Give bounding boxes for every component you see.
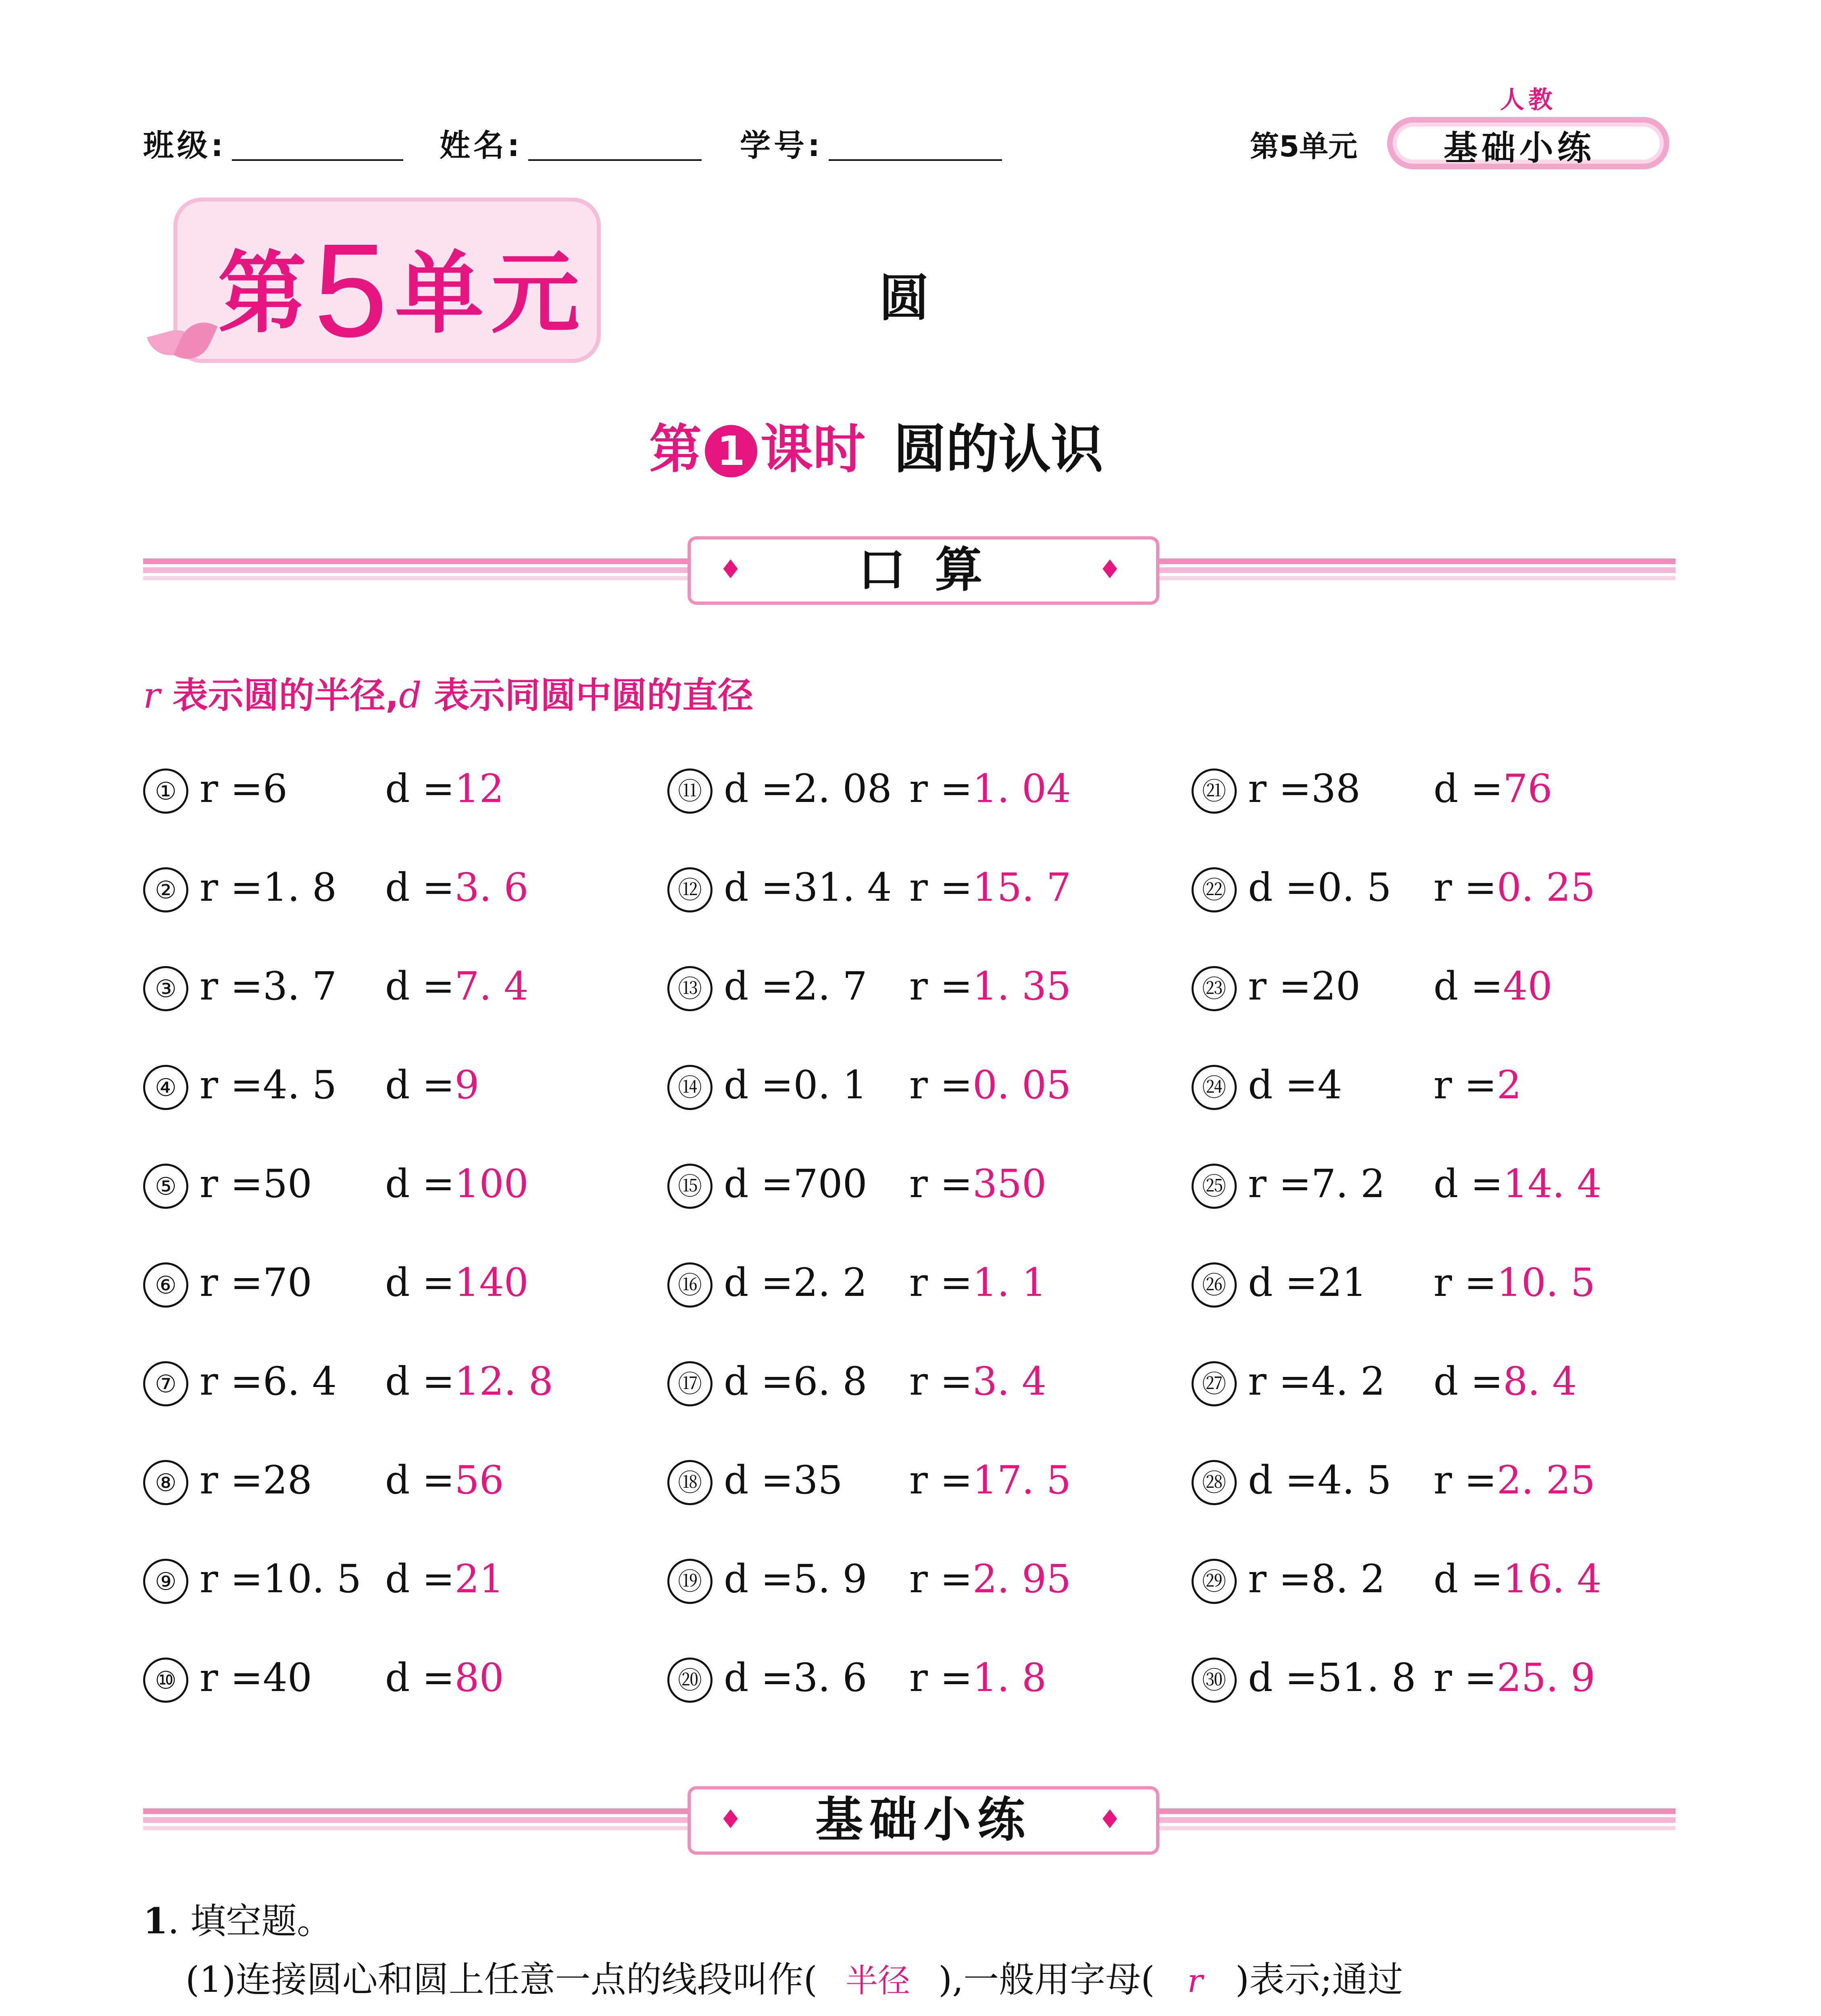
answer-value[interactable]: 12. 8 xyxy=(454,1359,553,1404)
asked-variable: r = xyxy=(909,1359,973,1404)
oral-item xyxy=(1192,1655,1595,1703)
asked-variable: d = xyxy=(385,1161,455,1206)
asked-variable: r = xyxy=(909,1556,973,1602)
diamond-icon: ♦ xyxy=(719,555,749,585)
exercise-heading: 1. 填空题。 xyxy=(143,1900,333,1942)
oral-item xyxy=(143,1161,529,1209)
oral-item xyxy=(143,1458,504,1505)
oral-item xyxy=(1192,766,1552,814)
answer-value[interactable]: 17. 5 xyxy=(972,1458,1071,1503)
name-label: 姓名: xyxy=(440,127,523,163)
given-value: r =4. 2 xyxy=(1248,1359,1386,1404)
student-number-label: 学号: xyxy=(740,127,823,163)
answer-value[interactable]: 40 xyxy=(1503,964,1552,1009)
item-number: ⑩ xyxy=(143,1658,188,1703)
item-number: ㉙ xyxy=(1192,1559,1237,1604)
answer-value[interactable]: 21 xyxy=(454,1556,504,1602)
asked-variable: d = xyxy=(385,1260,455,1305)
item-number: ㉔ xyxy=(1192,1065,1237,1110)
item-number: ㉑ xyxy=(1192,768,1237,814)
answer-value[interactable]: 16. 4 xyxy=(1503,1556,1602,1602)
asked-variable: r = xyxy=(909,1260,973,1305)
item-number: ⑲ xyxy=(667,1559,713,1604)
given-value: d =3. 6 xyxy=(724,1655,867,1700)
class-blank[interactable] xyxy=(232,159,403,161)
oral-item xyxy=(1192,1556,1602,1604)
answer-value[interactable]: 2. 25 xyxy=(1496,1458,1596,1503)
given-value: r =70 xyxy=(200,1260,312,1305)
oral-item xyxy=(1192,964,1552,1011)
asked-variable: d = xyxy=(385,1062,455,1108)
answer-value[interactable]: 0. 05 xyxy=(972,1062,1071,1108)
oral-item xyxy=(1192,865,1595,912)
question-1-line-1: (1)连接圆心和圆上任意一点的线段叫作( 半径 ),一般用字母( r )表示;通过 xyxy=(185,1951,1403,2002)
asked-variable: d = xyxy=(385,1655,455,1700)
class-label: 班级: xyxy=(143,127,227,163)
asked-variable: r = xyxy=(1433,865,1497,910)
oral-item xyxy=(667,1161,1046,1209)
oral-item xyxy=(667,1458,1071,1505)
item-number: ⑳ xyxy=(667,1658,713,1703)
item-number: ⑧ xyxy=(143,1460,188,1505)
oral-item xyxy=(1192,1062,1521,1110)
oral-item xyxy=(667,964,1071,1011)
given-value: r =6. 4 xyxy=(200,1359,337,1404)
given-value: d =2. 7 xyxy=(724,964,867,1009)
oral-item xyxy=(667,1359,1046,1406)
item-number: ㉕ xyxy=(1192,1164,1237,1209)
asked-variable: r = xyxy=(909,1458,973,1503)
asked-variable: r = xyxy=(909,1655,973,1700)
answer-value[interactable]: 8. 4 xyxy=(1503,1359,1577,1404)
item-number: ⑮ xyxy=(667,1164,713,1209)
answer-value[interactable]: 56 xyxy=(454,1458,504,1503)
item-number: ⑱ xyxy=(667,1460,713,1505)
oral-item xyxy=(1192,1161,1602,1209)
given-value: d =31. 4 xyxy=(724,865,892,910)
diamond-icon: ♦ xyxy=(1098,555,1128,585)
oral-item xyxy=(667,865,1071,912)
asked-variable: d = xyxy=(385,964,455,1009)
given-value: r =3. 7 xyxy=(200,964,337,1009)
oral-item xyxy=(1192,1260,1595,1308)
asked-variable: r = xyxy=(909,1062,973,1108)
answer-value[interactable]: 9 xyxy=(454,1062,479,1108)
answer-value[interactable]: 100 xyxy=(454,1161,529,1206)
asked-variable: r = xyxy=(909,865,973,910)
item-number: ② xyxy=(143,867,188,912)
item-number: ⑥ xyxy=(143,1262,188,1308)
given-value: d =2. 08 xyxy=(724,766,892,811)
asked-variable: d = xyxy=(385,865,455,910)
asked-variable: d = xyxy=(385,1359,455,1404)
brand-publisher: 人教 xyxy=(1500,86,1556,114)
answer-blank: 半径 xyxy=(846,1962,910,1999)
given-value: d =0. 5 xyxy=(1248,865,1392,910)
asked-variable: d = xyxy=(1433,766,1503,811)
given-value: d =35 xyxy=(724,1458,843,1503)
item-number: ⑨ xyxy=(143,1559,188,1604)
given-value: r =8. 2 xyxy=(1248,1556,1386,1602)
item-number: ㉖ xyxy=(1192,1262,1237,1308)
answer-value[interactable]: 1. 8 xyxy=(972,1655,1047,1700)
oral-item xyxy=(143,1359,553,1406)
chapter-title: 圆 xyxy=(879,269,929,327)
item-number: ⑤ xyxy=(143,1164,188,1209)
asked-variable: d = xyxy=(385,766,455,811)
name-blank[interactable] xyxy=(528,159,702,161)
answer-value[interactable]: 3. 4 xyxy=(972,1359,1047,1404)
item-number: ⑫ xyxy=(667,867,713,912)
given-value: r =40 xyxy=(200,1655,312,1700)
unit-banner-text: 第5单元 xyxy=(218,216,587,364)
asked-variable: r = xyxy=(1433,1655,1497,1700)
asked-variable: d = xyxy=(1433,1359,1503,1404)
given-value: r =28 xyxy=(200,1458,312,1503)
asked-variable: r = xyxy=(909,1161,973,1206)
answer-value[interactable]: 25. 9 xyxy=(1496,1655,1596,1700)
given-value: d =700 xyxy=(724,1161,867,1206)
answer-value[interactable]: 1. 35 xyxy=(972,964,1071,1009)
answer-value[interactable]: 15. 7 xyxy=(972,865,1071,910)
item-number: ㉗ xyxy=(1192,1361,1237,1406)
oral-item xyxy=(143,1260,529,1308)
item-number: ⑬ xyxy=(667,966,713,1011)
asked-variable: d = xyxy=(1433,1161,1503,1206)
asked-variable: d = xyxy=(385,1556,455,1602)
given-value: d =0. 1 xyxy=(724,1062,867,1108)
oral-item xyxy=(667,766,1071,814)
answer-value[interactable]: 7. 4 xyxy=(454,964,529,1009)
lesson-title: 第 1 课时 圆的认识 xyxy=(649,419,1104,480)
oral-item xyxy=(143,865,529,912)
answer-value[interactable]: 2. 95 xyxy=(972,1556,1071,1602)
oral-item xyxy=(143,1062,479,1110)
item-number: ⑰ xyxy=(667,1361,713,1406)
given-value: d =2. 2 xyxy=(724,1260,867,1305)
given-value: d =4. 5 xyxy=(1248,1458,1392,1503)
diamond-icon: ♦ xyxy=(719,1805,749,1835)
asked-variable: r = xyxy=(909,964,973,1009)
asked-variable: r = xyxy=(1433,1260,1497,1305)
item-number: ⑦ xyxy=(143,1361,188,1406)
answer-value[interactable]: 350 xyxy=(972,1161,1047,1206)
oral-item xyxy=(143,766,504,814)
lesson-number-badge: 1 xyxy=(705,425,757,477)
oral-item xyxy=(143,964,529,1011)
given-value: r =50 xyxy=(200,1161,312,1206)
given-value: r =6 xyxy=(200,766,288,811)
question-1-line-2 xyxy=(244,2010,1328,2016)
asked-variable: r = xyxy=(1433,1062,1497,1108)
given-value: r =4. 5 xyxy=(200,1062,337,1108)
answer-blank: r xyxy=(1187,1962,1203,1999)
answer-value[interactable]: 1. 04 xyxy=(972,766,1071,811)
given-value: r =38 xyxy=(1248,766,1361,811)
item-number: ㉘ xyxy=(1192,1460,1237,1505)
asked-variable: d = xyxy=(385,1458,455,1503)
header-unit-label: 第5单元 xyxy=(1250,129,1358,163)
item-number: ㉒ xyxy=(1192,867,1237,912)
answer-value[interactable]: 12 xyxy=(454,766,504,811)
item-number: ⑪ xyxy=(667,768,713,814)
answer-value[interactable]: 2 xyxy=(1496,1062,1521,1108)
given-value: d =4 xyxy=(1248,1062,1342,1108)
given-value: d =21 xyxy=(1248,1260,1367,1305)
oral-item xyxy=(667,1655,1046,1703)
given-value: r =20 xyxy=(1248,964,1361,1009)
asked-variable: r = xyxy=(909,766,973,811)
answer-value[interactable]: 76 xyxy=(1503,766,1552,811)
section-heading-oral: ♦ 口 算 ♦ xyxy=(688,536,1159,605)
given-value: d =51. 8 xyxy=(1248,1655,1416,1700)
given-value: d =5. 9 xyxy=(724,1556,867,1602)
oral-item xyxy=(667,1260,1046,1308)
answer-value[interactable]: 3. 6 xyxy=(454,865,529,910)
asked-variable: d = xyxy=(1433,1556,1503,1602)
item-number: ㉓ xyxy=(1192,966,1237,1011)
oral-instructions: r 表示圆的半径,d 表示同圆中圆的直径 xyxy=(143,675,754,716)
answer-value[interactable]: 14. 4 xyxy=(1503,1161,1602,1206)
section-heading-basic: ♦ 基础小练 ♦ xyxy=(688,1786,1159,1855)
given-value: r =7. 2 xyxy=(1248,1161,1386,1206)
student-number-blank[interactable] xyxy=(829,159,1002,161)
item-number: ⑭ xyxy=(667,1065,713,1110)
asked-variable: d = xyxy=(1433,964,1503,1009)
brand-title: 基础小练 xyxy=(1444,128,1596,168)
answer-value[interactable]: 80 xyxy=(454,1655,504,1700)
given-value: r =1. 8 xyxy=(200,865,337,910)
oral-item xyxy=(143,1556,504,1604)
oral-item xyxy=(667,1556,1071,1604)
answer-value[interactable]: 0. 25 xyxy=(1496,865,1596,910)
item-number: ③ xyxy=(143,966,188,1011)
item-number: ㉚ xyxy=(1192,1658,1237,1703)
oral-item xyxy=(1192,1458,1595,1505)
answer-value[interactable]: 1. 1 xyxy=(972,1260,1047,1305)
answer-blank xyxy=(790,2013,911,2016)
item-number: ⑯ xyxy=(667,1262,713,1308)
item-number: ④ xyxy=(143,1065,188,1110)
oral-item xyxy=(143,1655,504,1703)
answer-value[interactable]: 10. 5 xyxy=(1496,1260,1596,1305)
item-number: ① xyxy=(143,768,188,814)
oral-item xyxy=(1192,1359,1577,1406)
oral-item xyxy=(667,1062,1071,1110)
answer-value[interactable]: 140 xyxy=(454,1260,529,1305)
diamond-icon: ♦ xyxy=(1098,1805,1128,1835)
given-value: d =6. 8 xyxy=(724,1359,867,1404)
given-value: r =10. 5 xyxy=(200,1556,362,1602)
asked-variable: r = xyxy=(1433,1458,1497,1503)
